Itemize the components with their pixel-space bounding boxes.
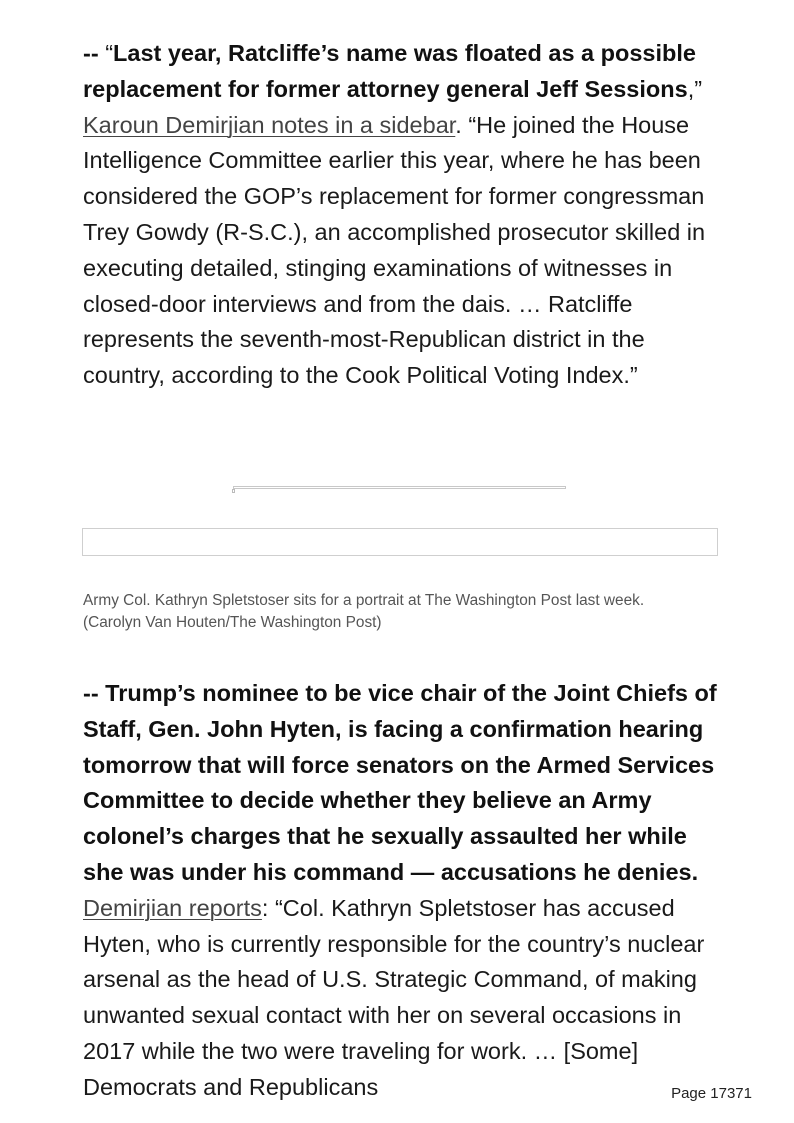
caption-line-1: Army Col. Kathryn Spletstoser sits for a portrait at The Washington Post last week.	[83, 592, 645, 609]
item-body: : “Col. Kathryn Spletstoser has accused Hyten, who is currently responsible for the country’s nuclear arsenal as the head of U.S. Strategic Command, of making unwanted sexual contact with her on several occasions in 2017 while the two were traveling for work. … [Some] Democrats and Republicans	[83, 894, 705, 1100]
photo-caption	[83, 590, 723, 634]
photo-placeholder	[82, 528, 718, 556]
news-item-ratcliffe	[83, 36, 723, 394]
caption-line-2: (Carolyn Van Houten/The Washington Post)	[83, 614, 382, 631]
bold-lead: -- Trump’s nominee to be vice chair of the Joint Chiefs of Staff, Gen. John Hyten, is facing a confirmation hearing tomorrow that will force senators on the Armed Services Committee to decide whether they believe an Army colonel’s charges that he sexually assaulted her while she was under his command — accusations he denies.	[83, 680, 717, 885]
demirjian-reports-link[interactable]: Demirjian reports	[83, 894, 262, 921]
rule-handle	[232, 489, 235, 493]
quote-open: “	[105, 40, 114, 66]
demirjian-sidebar-link[interactable]: Karoun Demirjian notes in a sidebar	[83, 111, 456, 138]
horizontal-rule	[233, 486, 566, 489]
news-item-hyten	[83, 676, 723, 1106]
bold-dashes: --	[83, 40, 106, 66]
page-number: Page 17371	[671, 1085, 752, 1102]
bold-lead: Last year, Ratcliffe’s name was floated as a possible replacement for former attorney general Jeff Sessions	[83, 40, 696, 102]
quote-close: ,”	[687, 75, 703, 102]
item-body: . “He joined the House Intelligence Committee earlier this year, where he has been considered the GOP’s replacement for former congressman Trey Gowdy (R-S.C.), an accomplished prosecutor skilled in executing detailed, stinging examinations of witnesses in closed-door interviews and from the dais. … Ratcliffe represents the seventh-most-Republican district in the country, according to the Cook Political Voting Index.”	[83, 111, 706, 389]
